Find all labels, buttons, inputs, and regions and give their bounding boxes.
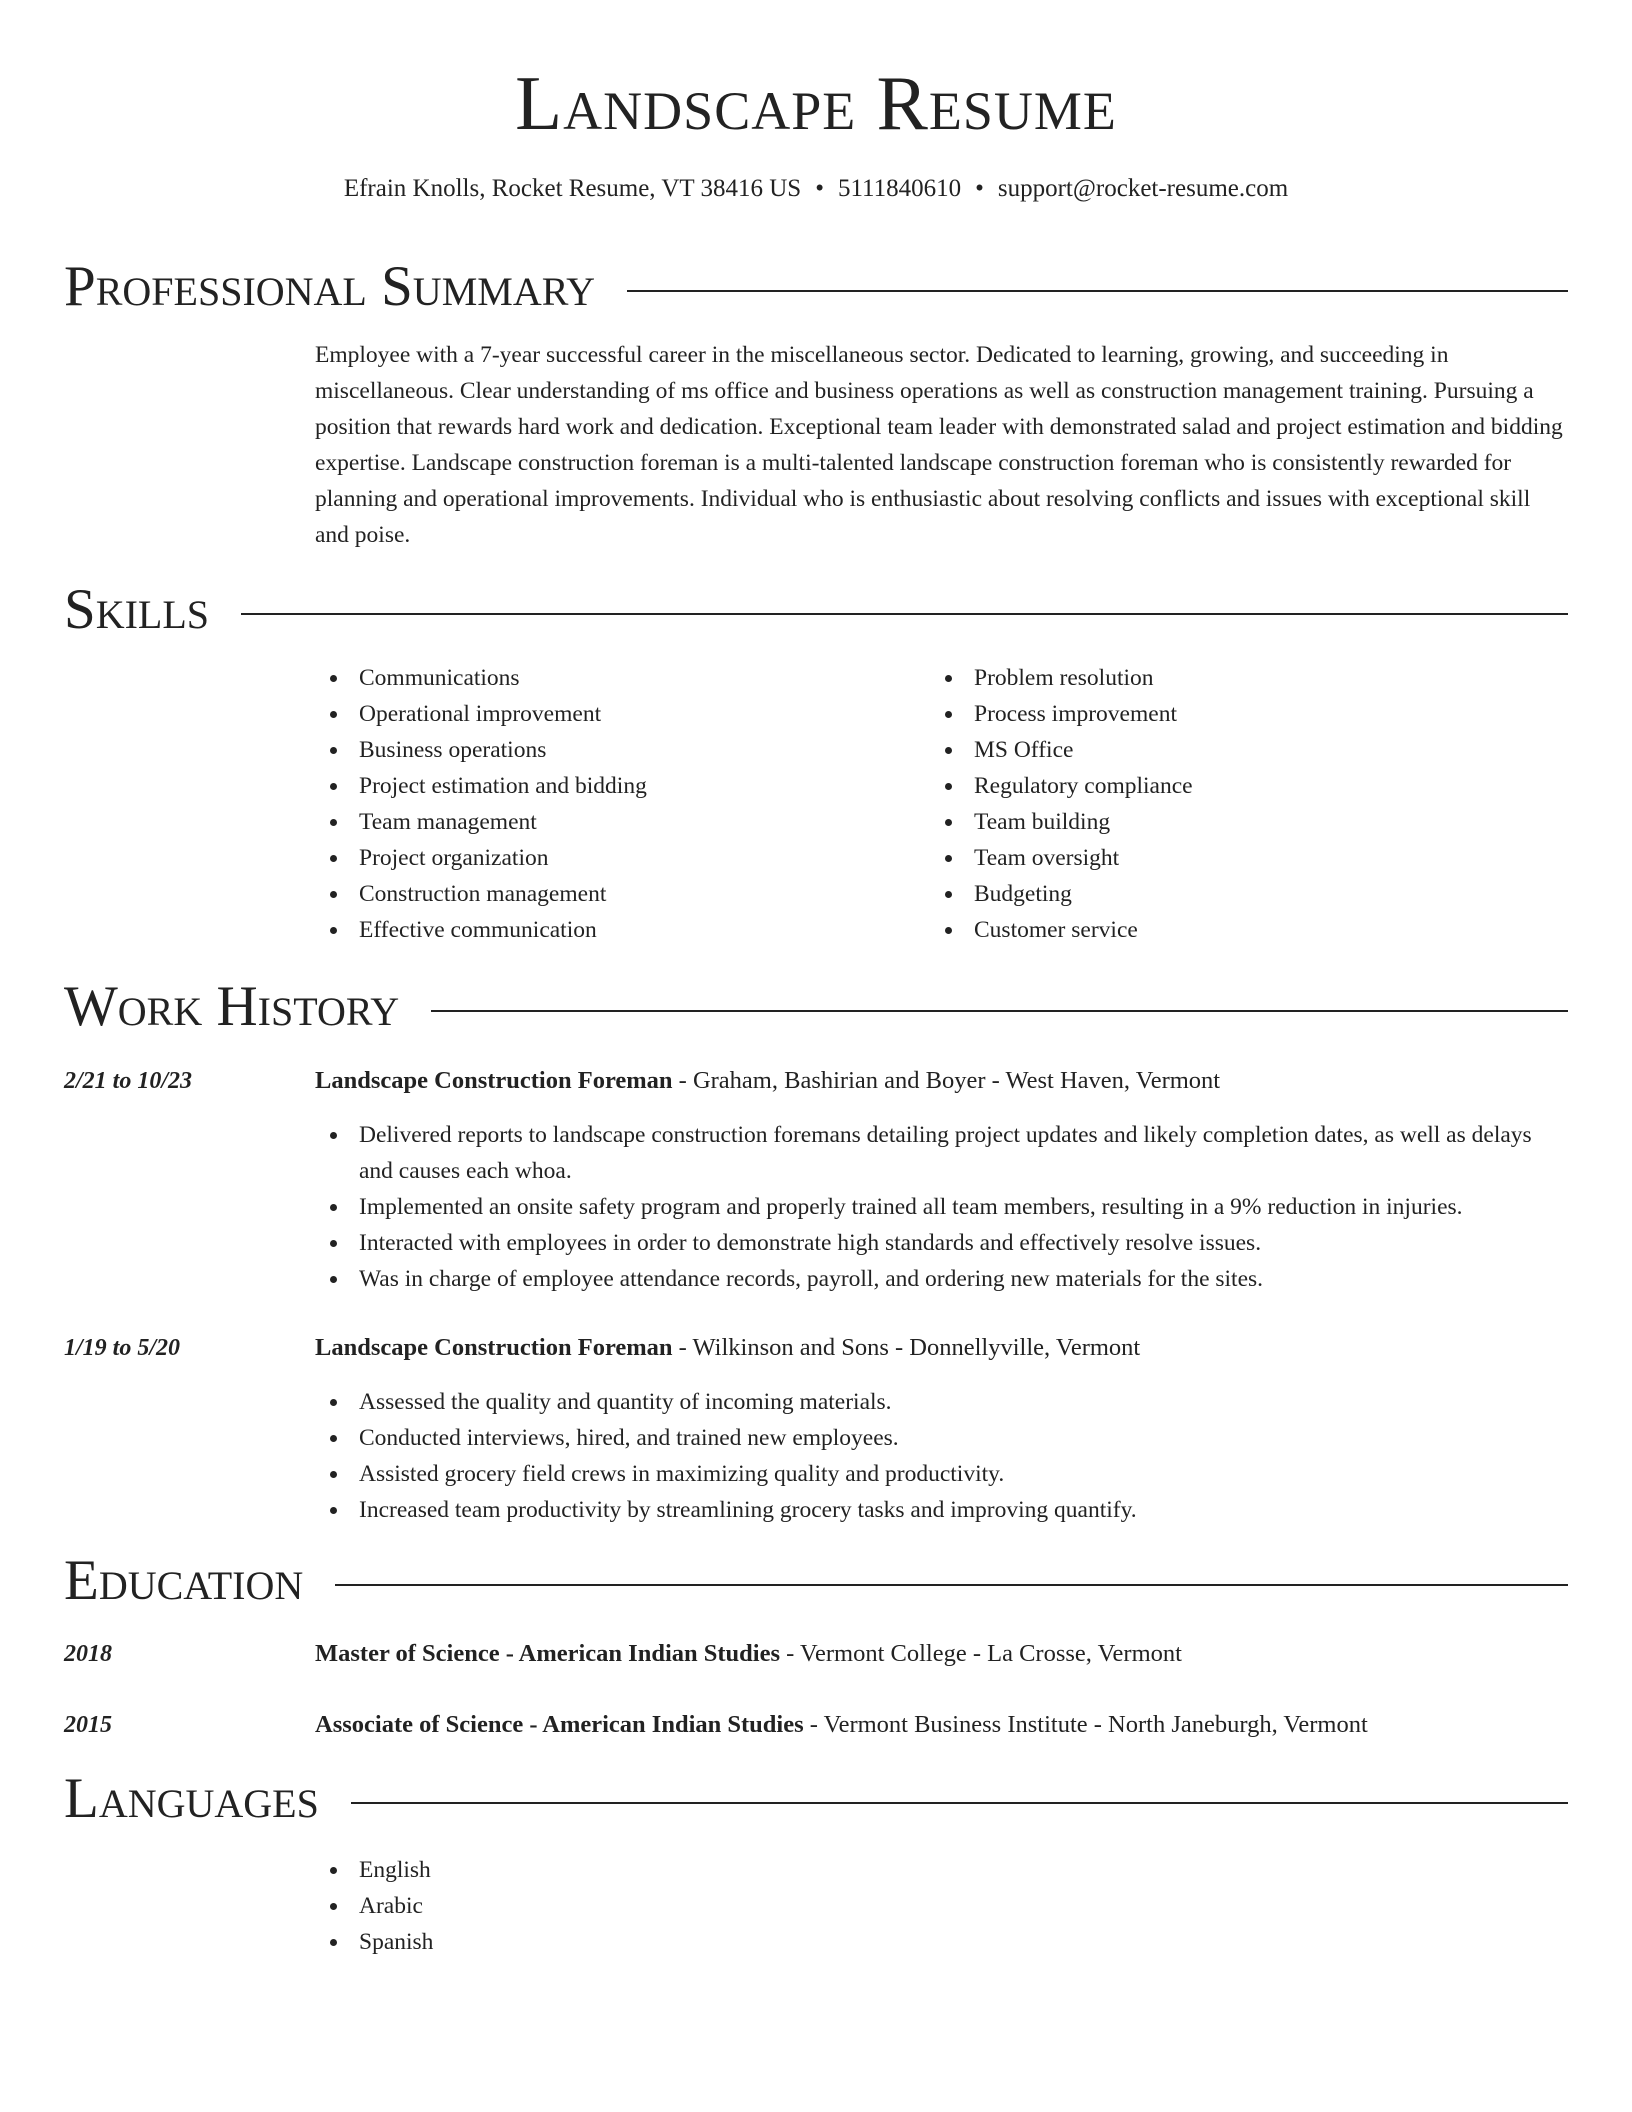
contact-phone: 5111840610 — [837, 175, 962, 202]
job-bullets — [315, 1117, 1570, 1297]
job-bullet: Interacted with employees in order to demonstrate high standards and effectively resolve issues. — [315, 1225, 1570, 1261]
skill-item: Process improvement — [930, 696, 1530, 732]
education-year: 2015 — [64, 1712, 112, 1738]
skill-item: MS Office — [930, 732, 1530, 768]
job-bullet: Assisted grocery field crews in maximizing quality and productivity. — [315, 1456, 1570, 1492]
work-heading: Work History — [64, 975, 400, 1038]
skills-list-left — [315, 660, 915, 948]
skill-item: Team building — [930, 804, 1530, 840]
language-item: Spanish — [315, 1924, 1570, 1960]
education-degree: Master of Science - American Indian Studies — [315, 1640, 781, 1667]
summary-section-header — [64, 252, 1568, 322]
resume-title: Landscape Resume — [515, 60, 1117, 146]
job-title: Landscape Construction Foreman — [315, 1067, 673, 1094]
section-divider — [351, 1802, 1568, 1804]
contact-email: support@rocket-resume.com — [997, 175, 1289, 202]
job-details: - Graham, Bashirian and Boyer - West Haven, Vermont — [672, 1067, 1221, 1094]
section-divider — [627, 290, 1568, 292]
contact-address: Efrain Knolls, Rocket Resume, VT 38416 US — [343, 175, 802, 202]
contact-line — [0, 172, 1632, 206]
job-heading — [315, 1063, 1570, 1099]
section-divider — [335, 1584, 1568, 1586]
skill-item: Team oversight — [930, 840, 1530, 876]
job-dates: 2/21 to 10/23 — [64, 1068, 193, 1094]
summary-heading: Professional Summary — [64, 255, 596, 318]
education-details: - Vermont College - La Crosse, Vermont — [780, 1640, 1182, 1667]
education-heading: Education — [64, 1549, 304, 1612]
education-section-header — [64, 1546, 1568, 1616]
languages-heading: Languages — [64, 1767, 319, 1830]
skill-item: Customer service — [930, 912, 1530, 948]
skill-item: Project estimation and bidding — [315, 768, 915, 804]
skills-heading: Skills — [64, 578, 210, 641]
language-item: English — [315, 1852, 1570, 1888]
contact-separator: • — [975, 175, 984, 202]
contact-separator: • — [815, 175, 824, 202]
education-year: 2018 — [64, 1641, 112, 1667]
education-details: - Vermont Business Institute - North Janeburgh, Vermont — [803, 1711, 1368, 1738]
job-details: - Wilkinson and Sons - Donnellyville, Vermont — [672, 1334, 1141, 1361]
skill-item: Construction management — [315, 876, 915, 912]
job-bullet: Implemented an onsite safety program and properly trained all team members, resulting in a 9% reduction in injuries. — [315, 1189, 1570, 1225]
job-heading — [315, 1330, 1570, 1366]
skills-section-header — [64, 575, 1568, 645]
section-divider — [431, 1010, 1568, 1012]
education-degree: Associate of Science - American Indian Studies — [315, 1711, 804, 1738]
skills-list-right — [930, 660, 1530, 948]
job-bullets — [315, 1384, 1570, 1528]
languages-list — [315, 1852, 1570, 1960]
job-bullet: Was in charge of employee attendance records, payroll, and ordering new materials for the sites. — [315, 1261, 1570, 1297]
skill-item: Problem resolution — [930, 660, 1530, 696]
education-entry — [315, 1636, 1570, 1672]
language-item: Arabic — [315, 1888, 1570, 1924]
skill-item: Business operations — [315, 732, 915, 768]
skill-item: Regulatory compliance — [930, 768, 1530, 804]
languages-section-header — [64, 1764, 1568, 1834]
skill-item: Communications — [315, 660, 915, 696]
job-title: Landscape Construction Foreman — [315, 1334, 673, 1361]
job-bullet: Conducted interviews, hired, and trained new employees. — [315, 1420, 1570, 1456]
job-bullet: Assessed the quality and quantity of incoming materials. — [315, 1384, 1570, 1420]
education-entry — [315, 1707, 1570, 1743]
skill-item: Project organization — [315, 840, 915, 876]
skill-item: Operational improvement — [315, 696, 915, 732]
skill-item: Budgeting — [930, 876, 1530, 912]
skill-item: Team management — [315, 804, 915, 840]
work-section-header — [64, 972, 1568, 1042]
summary-text: Employee with a 7-year successful career in the miscellaneous sector. Dedicated to learning, growing, and succeeding in miscellaneous. Clear understanding of ms office and business operations as well as construction management training. Pursuing a position that rewards hard work and dedication. Exceptional team leader with demonstrated salad and project estimation and bidding expertise. Landscape construction foreman is a multi-talented landscape construction foreman who is consistently rewarded for planning and operational improvements. Individual who is enthusiastic about resolving conflicts and issues with exceptional skill and poise. — [315, 342, 1563, 548]
job-bullet: Increased team productivity by streamlining grocery tasks and improving quantify. — [315, 1492, 1570, 1528]
job-dates: 1/19 to 5/20 — [64, 1335, 181, 1361]
job-bullet: Delivered reports to landscape construction foremans detailing project updates and likely completion dates, as well as delays and causes each whoa. — [315, 1117, 1570, 1189]
skill-item: Effective communication — [315, 912, 915, 948]
section-divider — [241, 613, 1568, 615]
